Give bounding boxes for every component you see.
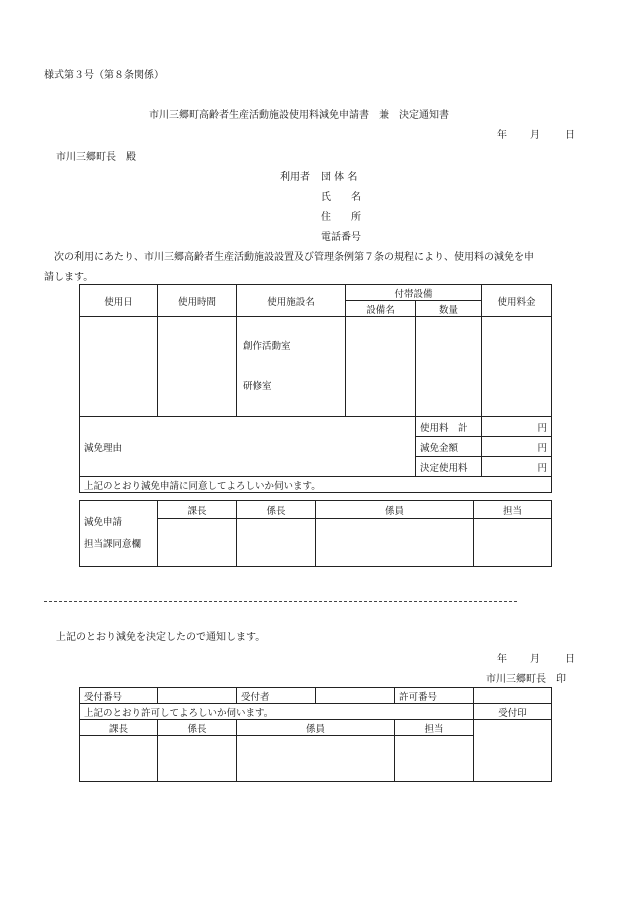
col-date-header: 使用日 (80, 285, 158, 317)
t2-subsection-chief-header: 係長 (158, 720, 237, 736)
final-fee-label: 決定使用料 (416, 457, 482, 477)
date-day-label: 日 (565, 130, 575, 141)
in-charge-header: 担当 (474, 501, 552, 519)
t2-subsection-chief-stamp[interactable] (158, 736, 237, 782)
cut-line (44, 601, 517, 602)
phone-label: 電話番号 (321, 232, 361, 243)
date-year-label: 年 (497, 130, 507, 141)
facility-2: 研修室 (243, 380, 272, 392)
t2-in-charge-stamp[interactable] (395, 736, 474, 782)
subsection-chief-stamp[interactable] (237, 519, 316, 567)
dept-label-2: 担当課同意欄 (84, 538, 142, 550)
facility-1: 創作活動室 (243, 340, 291, 352)
addressee: 市川三郷町長 殿 (56, 152, 136, 163)
fee-cell[interactable] (482, 317, 552, 417)
t2-staff-stamp[interactable] (237, 736, 395, 782)
consent-text: 上記のとおり減免申請に同意してよろしいか伺います。 (80, 477, 552, 493)
permit-number-label: 許可番号 (395, 688, 474, 704)
receiver-label: 受付者 (237, 688, 316, 704)
col-equip-name-header: 設備名 (346, 301, 416, 317)
approval-text: 上記のとおり許可してよろしいか伺います。 (80, 704, 474, 720)
notice-text: 上記のとおり減免を決定したので通知します。 (56, 632, 266, 643)
reception-number-label: 受付番号 (80, 688, 158, 704)
fee-total-yen: 円 (482, 417, 552, 437)
section-chief-header: 課長 (158, 501, 237, 519)
form-number: 様式第３号（第８条関係） (44, 70, 164, 81)
section-chief-stamp[interactable] (158, 519, 237, 567)
reduction-amount-label: 減免金額 (416, 437, 482, 457)
staff-header: 係員 (316, 501, 474, 519)
col-equipment-header: 付帯設備 (346, 285, 482, 301)
col-time-header: 使用時間 (158, 285, 237, 317)
document-title: 市川三郷町高齢者生産活動施設使用料減免申請書 兼 決定通知書 (149, 110, 449, 121)
t2-section-chief-stamp[interactable] (80, 736, 158, 782)
group-name-label: 団 体 名 (321, 172, 358, 183)
reduction-amount-yen: 円 (482, 437, 552, 457)
staff-stamp[interactable] (316, 519, 474, 567)
permit-number-field[interactable] (474, 688, 552, 704)
notice-date-year: 年 (497, 654, 507, 665)
col-facility-header: 使用施設名 (237, 285, 346, 317)
request-text-line1: 次の利用にあたり、市川三郷高齢者生産活動施設設置及び管理条例第７条の規程により、使用料の減免を申 (44, 252, 534, 263)
facility-cell (237, 317, 346, 417)
col-quantity-header: 数量 (416, 301, 482, 317)
reception-table (79, 687, 552, 782)
equip-name-cell[interactable] (346, 317, 416, 417)
applicant-label: 利用者 (280, 172, 310, 183)
quantity-cell[interactable] (416, 317, 482, 417)
t2-section-chief-header: 課長 (80, 720, 158, 736)
date-month-label: 月 (530, 130, 540, 141)
dept-consent-table (79, 500, 552, 567)
receiver-field[interactable] (316, 688, 395, 704)
reason-label: 減免理由 (80, 417, 237, 477)
notice-date-month: 月 (530, 654, 540, 665)
address-label: 住 所 (321, 212, 361, 223)
final-fee-yen: 円 (482, 457, 552, 477)
request-text-line2: 請します。 (44, 272, 94, 283)
notice-date-day: 日 (565, 654, 575, 665)
application-table (79, 284, 552, 493)
dept-consent-label (80, 501, 158, 567)
reason-field[interactable] (237, 417, 416, 477)
t2-in-charge-header: 担当 (395, 720, 474, 736)
reception-number-field[interactable] (158, 688, 237, 704)
reception-stamp-label: 受付印 (474, 704, 552, 720)
dept-label-1: 減免申請 (84, 516, 123, 528)
reception-stamp-field[interactable] (474, 720, 552, 782)
subsection-chief-header: 係長 (237, 501, 316, 519)
in-charge-stamp[interactable] (474, 519, 552, 567)
name-label: 氏 名 (321, 192, 361, 203)
col-fee-header: 使用料金 (482, 285, 552, 317)
date-cell[interactable] (80, 317, 158, 417)
t2-staff-header: 係員 (237, 720, 395, 736)
issuer: 市川三郷町長 印 (486, 674, 566, 685)
fee-total-label: 使用料 計 (416, 417, 482, 437)
time-cell[interactable] (158, 317, 237, 417)
